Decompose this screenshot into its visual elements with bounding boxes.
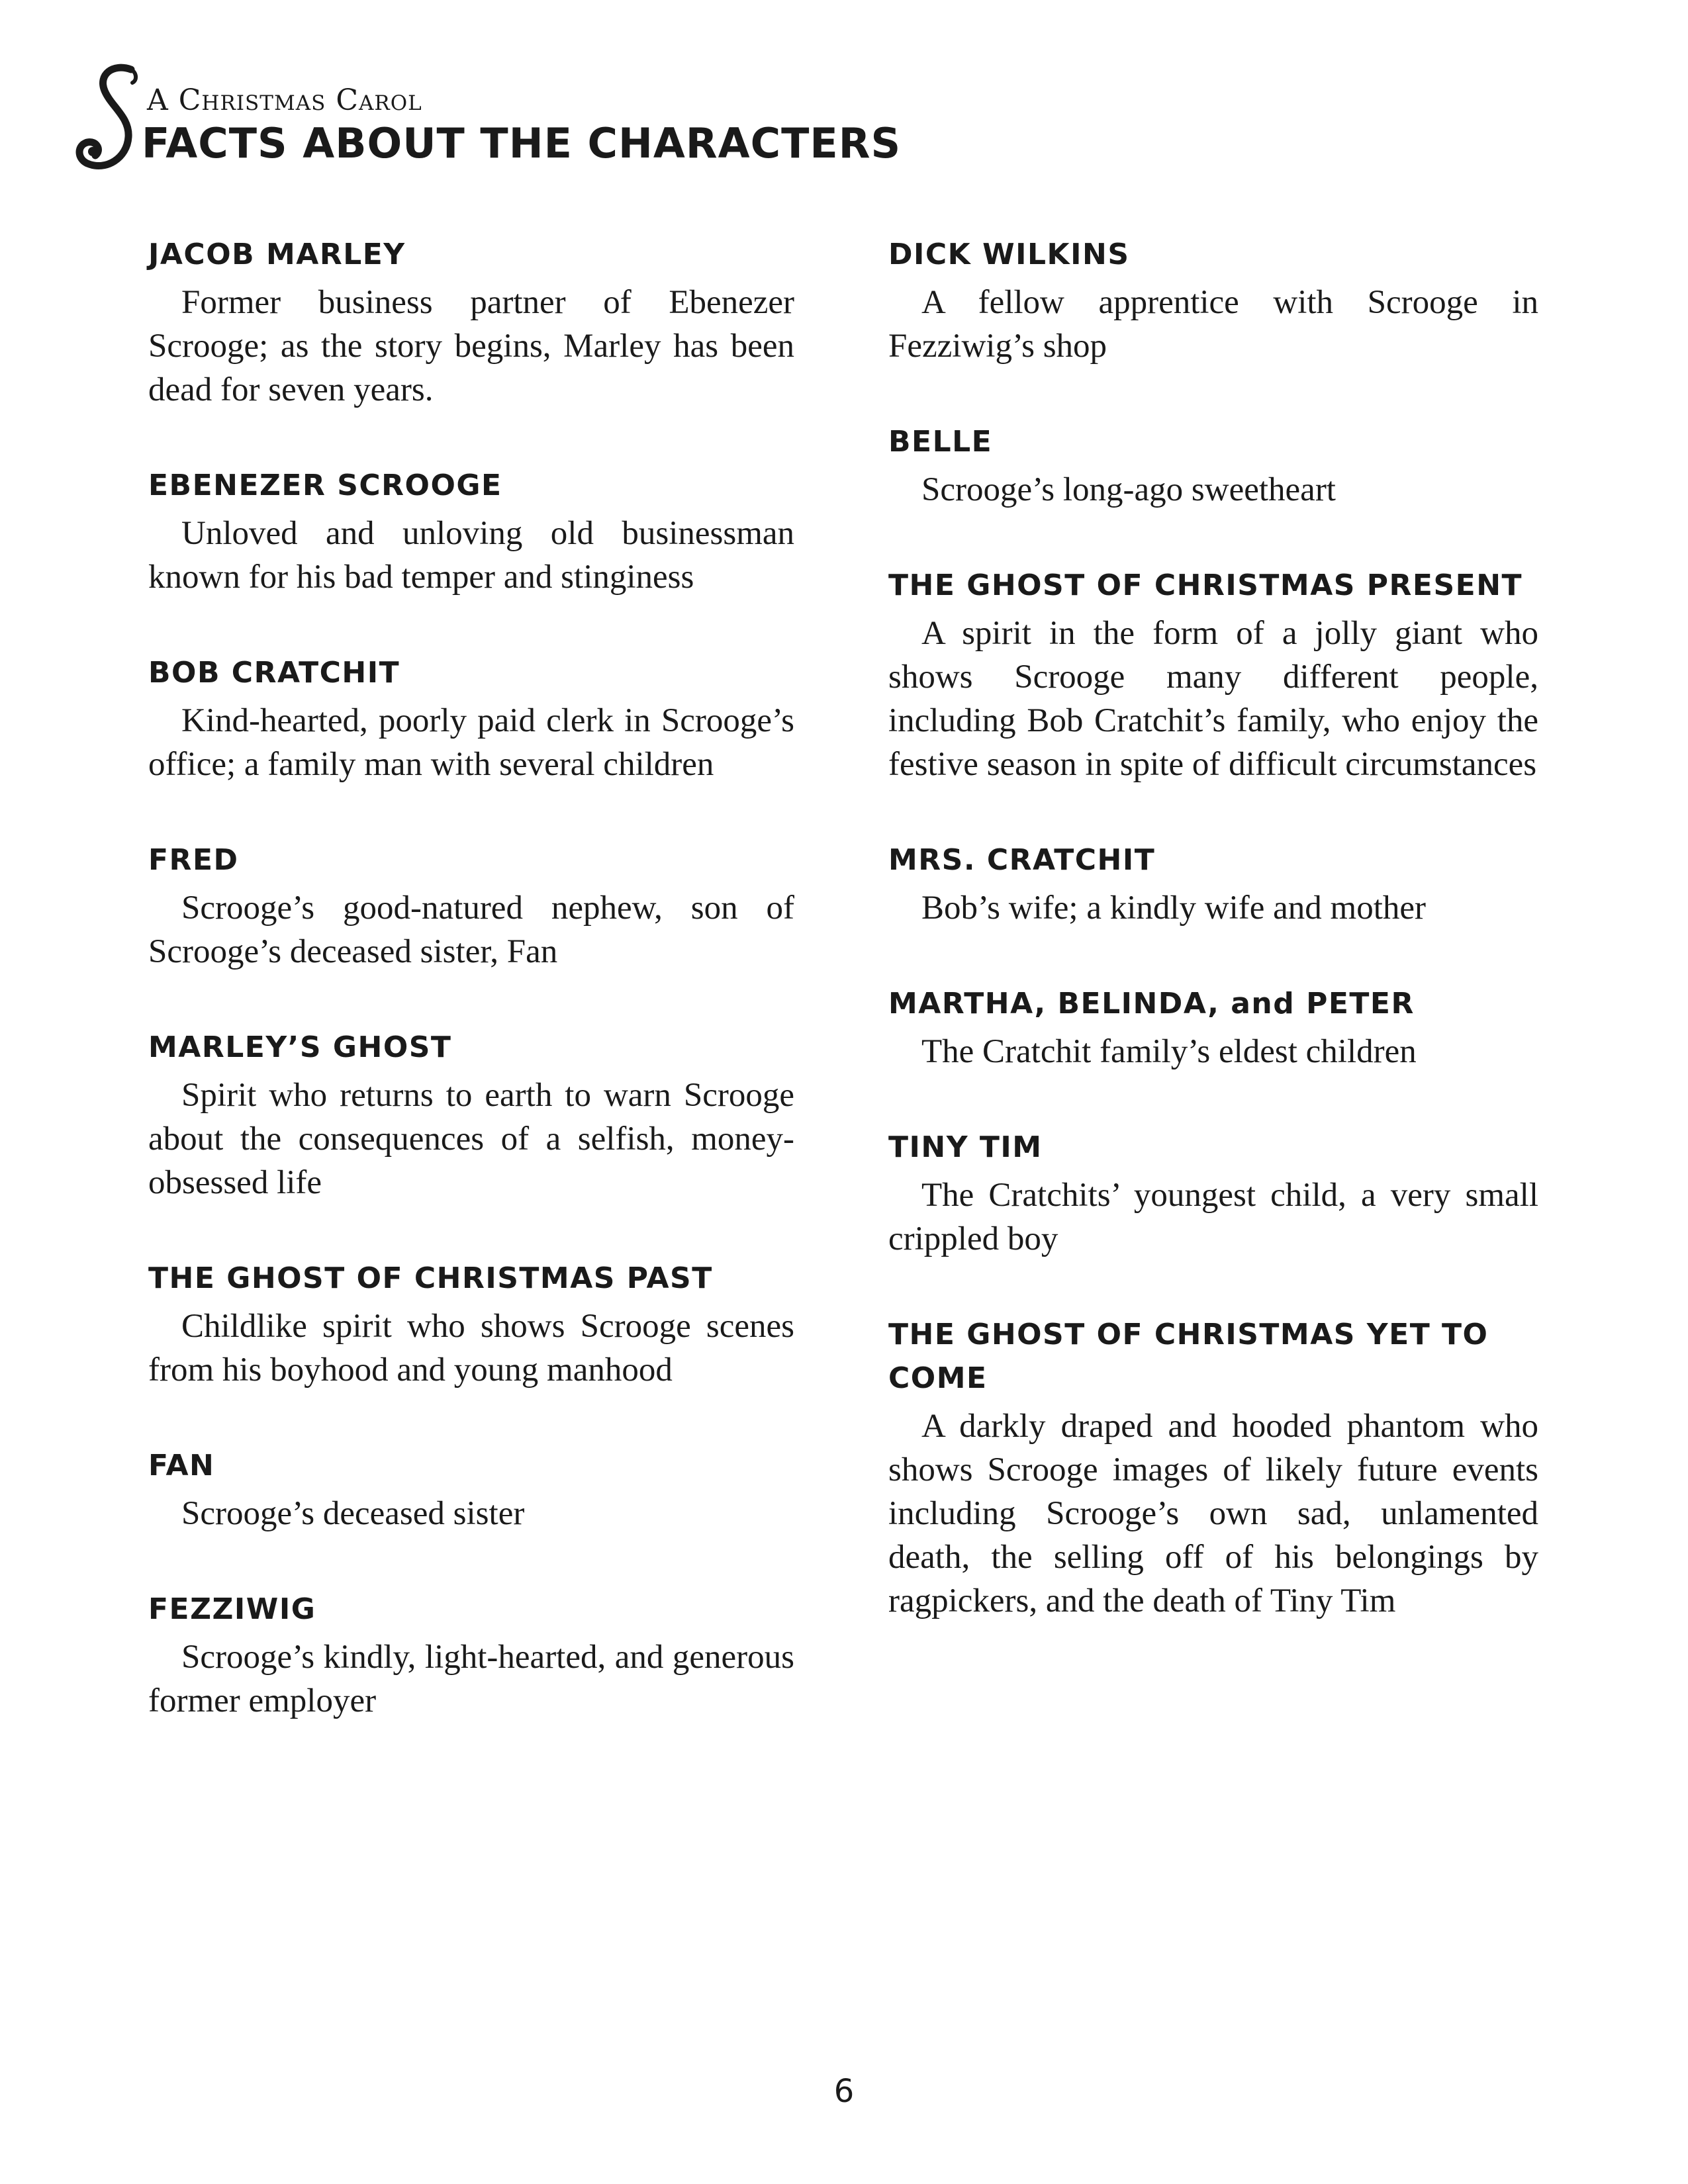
- character-name: DICK WILKINS: [888, 238, 1130, 271]
- character-name: FAN: [148, 1449, 215, 1482]
- character-name: EBENEZER SCROOGE: [148, 469, 502, 502]
- character-name: BOB CRATCHIT: [148, 656, 400, 690]
- character-name: FRED: [148, 843, 239, 877]
- character-entry: [148, 1026, 794, 1205]
- decorative-s-logo: [73, 63, 146, 175]
- character-description: A darkly draped and hooded phantom who shows Scrooge images of likely future events including Scrooge’s own sad, unlamented death, the selling off of his belongings by ragpickers, and the death of Tiny Tim: [888, 1408, 1538, 1619]
- character-description: Scrooge’s good-natured nephew, son of Scrooge’s deceased sister, Fan: [148, 889, 794, 970]
- character-name: MARTHA, BELINDA, and PETER: [888, 987, 1415, 1021]
- character-description: The Cratchit family’s eldest children: [921, 1033, 1417, 1070]
- character-description: A spirit in the form of a jolly giant who shows Scrooge many different people, including Bob Cratchit’s family, who enjoy the festive season in spite of difficult circumstances: [888, 615, 1538, 783]
- character-name: MARLEY’S GHOST: [148, 1030, 452, 1064]
- character-name: JACOB MARLEY: [148, 238, 406, 271]
- character-description: Spirit who returns to earth to warn Scrooge about the consequences of a selfish, money-obsessed life: [148, 1077, 794, 1201]
- character-entry: [888, 982, 1538, 1073]
- character-name: BELLE: [888, 425, 993, 459]
- character-description: A fellow apprentice with Scrooge in Fezziwig’s shop: [888, 284, 1538, 365]
- character-description: Kind-hearted, poorly paid clerk in Scrooge’s office; a family man with several children: [148, 702, 794, 783]
- character-entry: [148, 1588, 794, 1723]
- right-column: [888, 233, 1538, 1623]
- character-entry: [148, 651, 794, 786]
- character-name: MRS. CRATCHIT: [888, 843, 1156, 877]
- character-description: Childlike spirit who shows Scrooge scenes from his boyhood and young manhood: [148, 1308, 794, 1388]
- character-entry: [888, 233, 1538, 368]
- character-entry: [888, 1126, 1538, 1261]
- book-title: A Christmas Carol: [147, 83, 422, 117]
- character-entry: [148, 839, 794, 974]
- character-description: Unloved and unloving old businessman known for his bad temper and stinginess: [148, 515, 794, 596]
- character-description: Scrooge’s deceased sister: [181, 1495, 525, 1532]
- character-name: FEZZIWIG: [148, 1592, 316, 1626]
- character-entry: [888, 420, 1538, 512]
- character-entry: [148, 464, 794, 599]
- character-entry: [148, 233, 794, 412]
- character-entry: [148, 1444, 794, 1535]
- left-column: [148, 233, 794, 1723]
- page-title: FACTS ABOUT THE CHARACTERS: [142, 119, 902, 167]
- character-entry: [888, 564, 1538, 786]
- character-description: Former business partner of Ebenezer Scrooge; as the story begins, Marley has been dead for seven years.: [148, 284, 794, 408]
- character-name: THE GHOST OF CHRISTMAS YET TO COME: [888, 1318, 1489, 1395]
- character-name: TINY TIM: [888, 1130, 1043, 1164]
- character-description: Scrooge’s long-ago sweetheart: [921, 471, 1336, 508]
- character-entry: [888, 1313, 1538, 1623]
- character-entry: [148, 1257, 794, 1392]
- character-description: The Cratchits’ youngest child, a very small crippled boy: [888, 1177, 1538, 1257]
- character-name: THE GHOST OF CHRISTMAS PRESENT: [888, 569, 1523, 602]
- character-description: Bob’s wife; a kindly wife and mother: [921, 889, 1427, 927]
- character-name: THE GHOST OF CHRISTMAS PAST: [148, 1261, 713, 1295]
- page-number: 6: [833, 2073, 855, 2110]
- character-description: Scrooge’s kindly, light-hearted, and generous former employer: [148, 1639, 794, 1719]
- character-entry: [888, 839, 1538, 930]
